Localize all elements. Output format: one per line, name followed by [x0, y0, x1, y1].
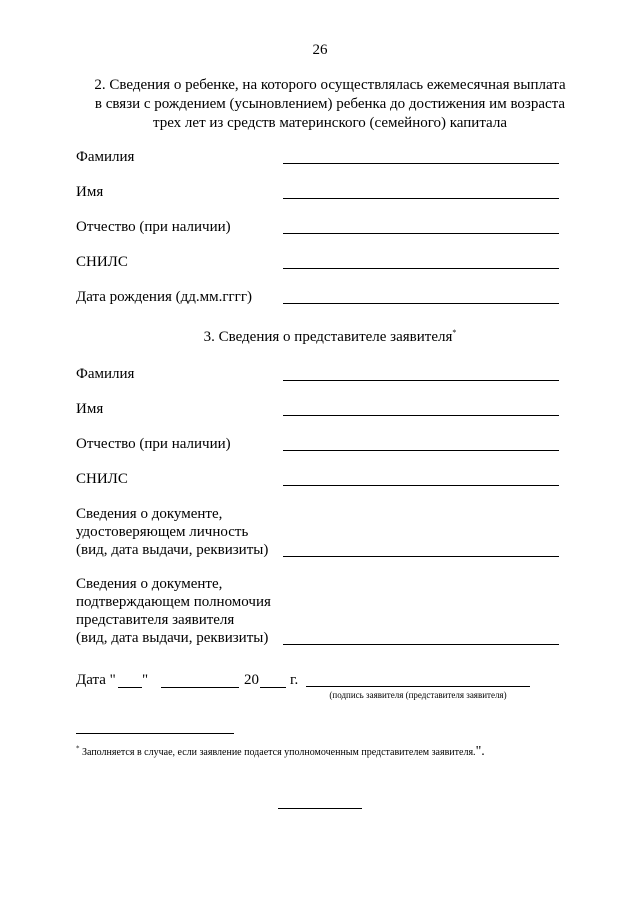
end-of-page-rule [278, 808, 362, 809]
footnote-closing-quote: ". [475, 744, 485, 759]
rep-authority-doc-label-line: (вид, дата выдачи, реквизиты) [76, 630, 269, 646]
rep-snils-label: СНИЛС [76, 471, 128, 487]
child-surname-field[interactable] [283, 163, 559, 164]
rep-authority-doc-field[interactable] [283, 644, 559, 645]
footnote-text: Заполняется в случае, если заявление подается уполномоченным представителем заявителя. [79, 747, 476, 758]
footnote-marker: * [452, 328, 457, 337]
section-2-heading-line: в связи с рождением (усыновлением) ребенка до достижения им возраста [94, 96, 566, 112]
section-2-heading-line: 2. Сведения о ребенке, на которого осуществлялась ежемесячная выплата [94, 77, 566, 93]
date-year-prefix: 20 [244, 672, 259, 688]
date-label: Дата " [76, 672, 116, 688]
rep-authority-doc-label-line: представителя заявителя [76, 612, 235, 628]
child-surname-label: Фамилия [76, 149, 135, 165]
section-2-heading [70, 76, 590, 133]
child-patronymic-label: Отчество (при наличии) [76, 219, 231, 235]
footnote-mark: * [76, 744, 80, 753]
rep-patronymic-label: Отчество (при наличии) [76, 436, 231, 452]
page-number: 26 [312, 42, 328, 58]
section-2-heading-line: трех лет из средств материнского (семейного) капитала [152, 115, 507, 131]
rep-surname-label: Фамилия [76, 366, 135, 382]
child-first-name-field[interactable] [283, 198, 559, 199]
child-snils-label: СНИЛС [76, 254, 128, 270]
rep-authority-doc-label-line: подтверждающем полномочия [76, 594, 271, 610]
rep-identity-doc-field[interactable] [283, 556, 559, 557]
date-day-close-quote: " [142, 672, 149, 688]
rep-first-name-field[interactable] [283, 415, 559, 416]
signature-caption: (подпись заявителя (представителя заявителя) [329, 690, 507, 700]
rep-identity-doc-label-line: удостоверяющем личность [76, 524, 249, 540]
rep-first-name-label: Имя [76, 401, 104, 417]
rep-identity-doc-label-line: (вид, дата выдачи, реквизиты) [76, 542, 269, 558]
child-birth-date-field[interactable] [283, 303, 559, 304]
rep-surname-field[interactable] [283, 380, 559, 381]
child-patronymic-field[interactable] [283, 233, 559, 234]
date-month-field[interactable] [161, 687, 239, 688]
rep-patronymic-field[interactable] [283, 450, 559, 451]
footnote-divider [76, 733, 234, 734]
footnote [76, 744, 485, 760]
date-day-field[interactable] [118, 687, 142, 688]
rep-authority-doc-label-line: Сведения о документе, [76, 576, 223, 592]
section-3-heading [70, 328, 590, 347]
signature-field[interactable] [306, 686, 530, 687]
child-snils-field[interactable] [283, 268, 559, 269]
rep-snils-field[interactable] [283, 485, 559, 486]
child-first-name-label: Имя [76, 184, 104, 200]
rep-identity-doc-label-line: Сведения о документе, [76, 506, 223, 522]
date-year-suffix: г. [290, 672, 299, 688]
child-birth-date-label: Дата рождения (дд.мм.гггг) [76, 289, 252, 305]
date-year-field[interactable] [260, 687, 286, 688]
section-3-heading-text: 3. Сведения о представителе заявителя [203, 329, 453, 345]
